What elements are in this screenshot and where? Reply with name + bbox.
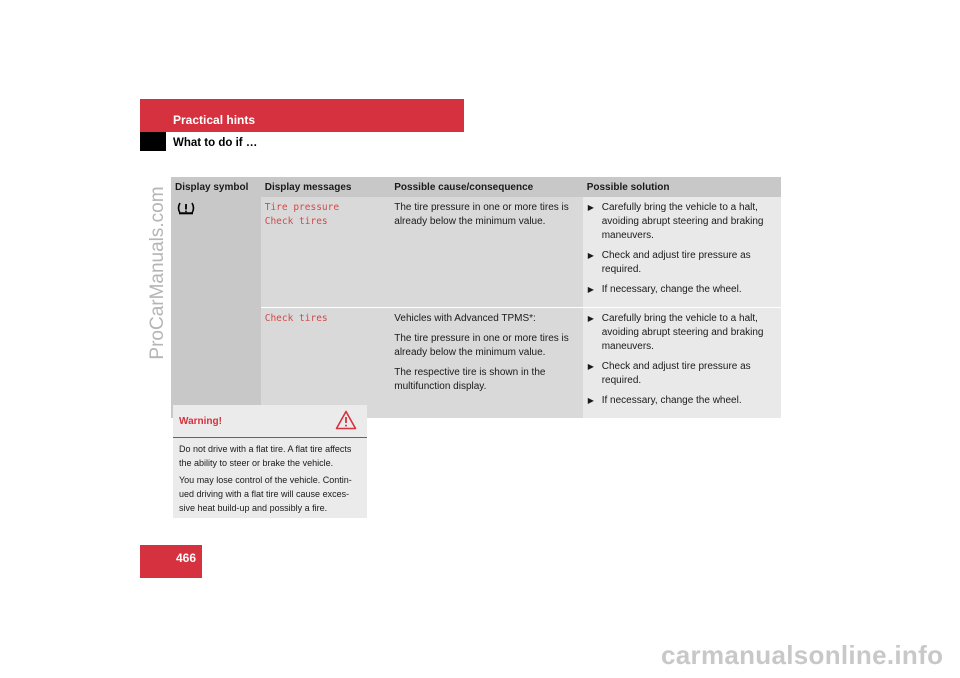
arrow-bullet-icon: ▶ <box>587 314 594 323</box>
solution-text: Carefully bring the vehicle to a halt, avoiding abrupt steering and braking maneuvers. <box>601 202 764 241</box>
messages-cell <box>261 308 391 419</box>
header-tab-marker <box>140 132 166 151</box>
solution-item <box>587 394 777 408</box>
display-message: Tire pressure <box>264 202 340 213</box>
solution-text: If necessary, change the wheel. <box>601 395 742 406</box>
solution-cell <box>583 197 781 308</box>
section-title: Practical hints <box>173 113 256 127</box>
solution-item <box>587 312 777 354</box>
arrow-bullet-icon: ▶ <box>587 203 594 212</box>
header-display-symbol: Display symbol <box>171 177 261 197</box>
solution-text: Check and adjust tire pressure as required. <box>601 361 751 386</box>
warning-triangle-icon <box>335 410 357 430</box>
cause-text: Vehicles with Advanced TPMS*: <box>394 313 536 324</box>
arrow-bullet-icon: ▶ <box>587 396 594 405</box>
warning-label: Warning! <box>179 416 222 427</box>
solution-item <box>587 249 777 277</box>
solution-item <box>587 283 777 297</box>
bottom-watermark: carmanualsonline.info <box>661 640 944 670</box>
page-number-box <box>140 545 202 578</box>
warning-box <box>173 405 367 518</box>
arrow-bullet-icon: ▶ <box>587 251 594 260</box>
header-possible-cause: Possible cause/consequence <box>390 177 582 197</box>
cause-cell <box>390 197 582 308</box>
header-display-messages: Display messages <box>261 177 391 197</box>
solution-item <box>587 201 777 243</box>
arrow-bullet-icon: ▶ <box>587 362 594 371</box>
side-watermark: ProCarManuals.com <box>147 186 168 360</box>
table-row <box>171 197 781 308</box>
cause-cell <box>390 308 582 419</box>
warning-text: You may lose control of the vehicle. Contin-ued driving with a flat tire will cause exces-sive heat build-up and possibly a fire. <box>179 475 352 513</box>
cause-text: The respective tire is shown in the multifunction display. <box>394 367 546 392</box>
symbol-cell <box>171 197 261 418</box>
header-possible-solution: Possible solution <box>583 177 781 197</box>
solution-text: If necessary, change the wheel. <box>601 284 742 295</box>
solution-cell <box>583 308 781 419</box>
info-table <box>171 177 781 418</box>
table-row <box>171 308 781 419</box>
tire-pressure-warning-icon <box>175 201 197 215</box>
solution-text: Carefully bring the vehicle to a halt, avoiding abrupt steering and braking maneuvers. <box>601 313 764 352</box>
table-header-row <box>171 177 781 197</box>
display-message: Check tires <box>264 313 328 324</box>
cause-text: The tire pressure in one or more tires is already below the minimum value. <box>394 333 569 358</box>
display-message: Check tires <box>264 216 328 227</box>
warning-text: Do not drive with a flat tire. A flat tire affects the ability to steer or brake the vehicle. <box>179 444 352 468</box>
page-number: 466 <box>175 551 196 565</box>
solution-text: Check and adjust tire pressure as required. <box>601 250 751 275</box>
messages-cell <box>261 197 391 308</box>
warning-header <box>173 405 367 438</box>
warning-body <box>173 438 367 522</box>
sub-title: What to do if … <box>173 137 258 149</box>
arrow-bullet-icon: ▶ <box>587 285 594 294</box>
solution-item <box>587 360 777 388</box>
cause-text: The tire pressure in one or more tires is already below the minimum value. <box>394 202 569 227</box>
